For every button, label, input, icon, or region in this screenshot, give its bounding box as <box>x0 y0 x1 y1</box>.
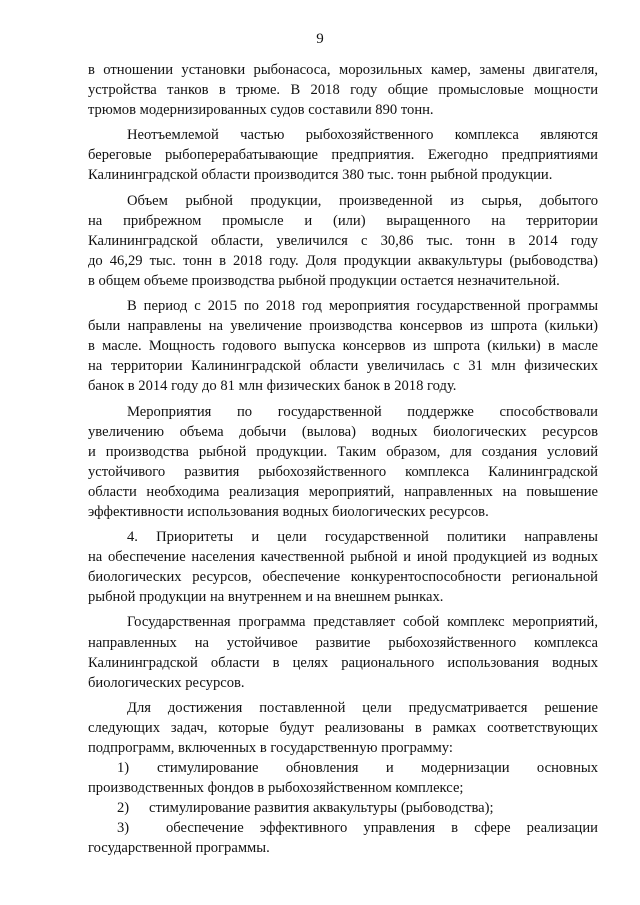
text-line: на территории Калининградской области увеличилась с 31 млн физических <box>88 358 598 375</box>
list-item-number: 2) <box>117 800 130 817</box>
task-list <box>88 758 598 858</box>
paragraph-6 <box>88 527 598 607</box>
text-line: Калининградской области в целях рационального использования водных <box>88 654 598 671</box>
list-item <box>88 798 598 818</box>
text-line: направленных на устойчивое развитие рыбохозяйственного комплекса <box>88 634 598 651</box>
paragraph-8 <box>88 698 598 758</box>
body-text <box>88 60 598 859</box>
paragraph-1 <box>88 60 598 120</box>
text-line: 4. Приоритеты и цели государственной политики направлены <box>127 529 598 546</box>
text-line: на обеспечение населения качественной рыбной и иной продукцией из водных <box>88 549 598 566</box>
text-line: до 46,29 тыс. тонн в 2018 году. Доля продукции аквакультуры (рыбоводства) <box>88 252 598 269</box>
paragraph-3 <box>88 191 598 291</box>
text-line: трюмов модернизированных судов составили 890 тонн. <box>88 102 434 119</box>
text-line: Калининградской области производится 380 тыс. тонн рыбной продукции. <box>88 167 553 184</box>
text-line: биологических ресурсов, обеспечение конкурентоспособности региональной <box>88 569 598 586</box>
text-line: на прибрежном промысле и (или) выращенного на территории <box>88 212 598 229</box>
text-line: были направлены на увеличение производства консервов из шпрота (кильки) <box>88 318 598 335</box>
text-line: следующих задач, которые будут реализованы в рамках соответствующих <box>88 719 598 736</box>
text-line: Неотъемлемой частью рыбохозяйственного комплекса являются <box>127 127 598 144</box>
text-line: Для достижения поставленной цели предусматривается решение <box>127 699 598 716</box>
text-line: государственной программы. <box>88 840 270 857</box>
paragraph-2 <box>88 125 598 185</box>
text-line: устойчивого развития рыбохозяйственного комплекса Калининградской <box>88 463 598 480</box>
text-line: области необходима реализация мероприятий, направленных на повышение <box>88 483 598 500</box>
list-item <box>88 758 598 778</box>
list-item-text: стимулирование развития аквакультуры (рыбоводства); <box>149 800 494 817</box>
text-line: и производства рыбной продукции. Таким образом, для создания условий <box>88 443 598 460</box>
text-line: Мероприятия по государственной поддержке способствовали <box>127 403 598 420</box>
paragraph-4 <box>88 296 598 396</box>
list-item-number: 3) <box>117 820 130 837</box>
text-line: увеличению объема добычи (вылова) водных биологических ресурсов <box>88 423 598 440</box>
text-line: биологических ресурсов. <box>88 674 245 691</box>
text-line: производственных фондов в рыбохозяйственном комплексе; <box>88 780 464 797</box>
text-line: рыбной продукции на внутреннем и на внешнем рынках. <box>88 589 444 606</box>
text-line: Калининградской области, увеличился с 30,86 тыс. тонн в 2014 году <box>88 232 598 249</box>
text-line: эффективности использования водных биологических ресурсов. <box>88 503 489 520</box>
text-line: подпрограмм, включенных в государственную программу: <box>88 740 453 756</box>
text-line: в масле. Мощность годового выпуска консервов из шпрота (кильки) в масле <box>88 338 598 355</box>
text-line: береговые рыбоперерабатывающие предприятия. Ежегодно предприятиями <box>88 147 598 164</box>
text-line: банок в 2014 году до 81 млн физических банок в 2018 году. <box>88 378 457 395</box>
list-item <box>88 818 598 838</box>
paragraph-5 <box>88 402 598 523</box>
list-item-text: обеспечение эффективного управления в сфере реализации <box>166 820 598 837</box>
text-line: Объем рыбной продукции, произведенной из сырья, добытого <box>127 192 598 209</box>
text-line: Государственная программа представляет собой комплекс мероприятий, <box>127 614 598 631</box>
page-number: 9 <box>316 31 324 47</box>
text-line: В период с 2015 по 2018 год мероприятия государственной программы <box>127 298 598 315</box>
list-item-text: стимулирование обновления и модернизации основных <box>157 760 598 777</box>
text-line: в общем объеме производства рыбной продукции остается незначительной. <box>88 272 560 289</box>
text-line: в отношении установки рыбонасоса, морозильных камер, замены двигателя, <box>88 62 598 78</box>
list-item-number: 1) <box>117 760 130 777</box>
paragraph-7 <box>88 612 598 692</box>
text-line: устройства танков в трюме. В 2018 году общие промысловые мощности <box>88 82 598 99</box>
